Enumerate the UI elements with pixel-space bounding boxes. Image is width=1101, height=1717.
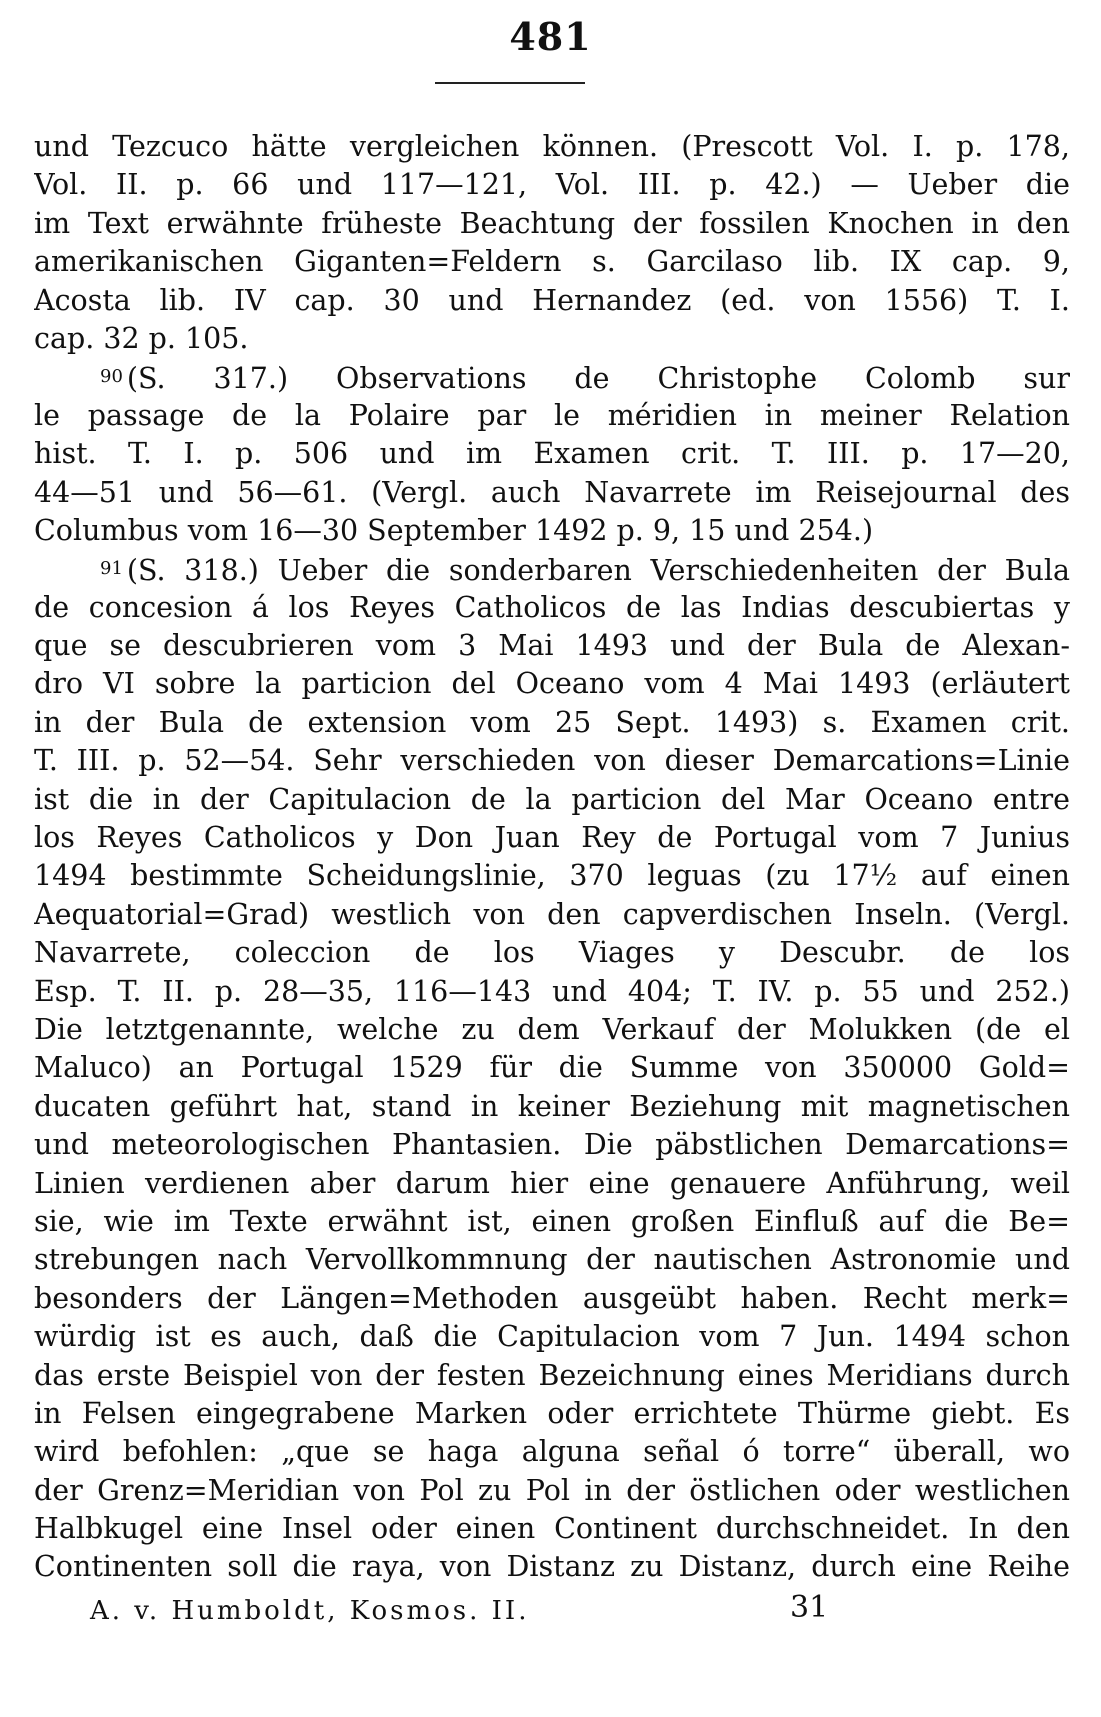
text-line: im Text erwähnte früheste Beachtung der fossilen Knochen in den bbox=[34, 206, 1070, 240]
text-line: Linien verdienen aber darum hier eine genauere Anführung, weil bbox=[34, 1166, 1070, 1200]
signature-mark: A. v. Humboldt, Kosmos. II. bbox=[90, 1596, 530, 1626]
text-line: der Grenz=Meridian von Pol zu Pol in der östlichen oder westlichen bbox=[34, 1473, 1070, 1507]
text-line: de concesion á los Reyes Catholicos de las Indias descubiertas y bbox=[34, 590, 1070, 624]
text-line: würdig ist es auch, daß die Capitulacion vom 7 Jun. 1494 schon bbox=[34, 1320, 1070, 1354]
text-line: das erste Beispiel von der festen Bezeichnung eines Meridians durch bbox=[34, 1358, 1070, 1392]
text-line: los Reyes Catholicos y Don Juan Rey de Portugal vom 7 Junius bbox=[34, 821, 1070, 855]
page-number: 481 bbox=[509, 14, 592, 59]
text-line: strebungen nach Vervollkommnung der nautischen Astronomie und bbox=[34, 1243, 1070, 1277]
text-line: 44—51 und 56—61. (Vergl. auch Navarrete im Reisejournal des bbox=[34, 475, 1070, 509]
text-line: dro VI sobre la particion del Oceano vom 4 Mai 1493 (erläutert bbox=[34, 667, 1070, 701]
text-line: wird befohlen: „que se haga alguna señal ó torre“ überall, wo bbox=[34, 1435, 1070, 1469]
text-line: Halbkugel eine Insel oder einen Continent durchschneidet. In den bbox=[34, 1512, 1070, 1546]
text-line: Continenten soll die raya, von Distanz zu Distanz, durch eine Reihe bbox=[34, 1550, 1070, 1584]
text-line: in Felsen eingegrabene Marken oder errichtete Thürme giebt. Es bbox=[34, 1396, 1070, 1430]
text-line: Vol. II. p. 66 und 117—121, Vol. III. p. 42.) — Ueber die bbox=[34, 168, 1070, 202]
text-line: que se descubrieren vom 3 Mai 1493 und der Bula de Alexan- bbox=[34, 629, 1070, 663]
text-line: ist die in der Capitulacion de la particion del Mar Oceano entre bbox=[34, 782, 1070, 816]
text-line: T. III. p. 52—54. Sehr verschieden von dieser Demarcations=Linie bbox=[34, 744, 1070, 778]
text-line: Die letztgenannte, welche zu dem Verkauf der Molukken (de el bbox=[34, 1012, 1070, 1046]
text-line: (S. 317.) Observations de Christophe Colomb sur bbox=[126, 362, 1070, 396]
sheet-number: 31 bbox=[790, 1590, 829, 1625]
text-line: hist. T. I. p. 506 und im Examen crit. T. III. p. 17—20, bbox=[34, 437, 1070, 471]
text-line: und meteorologischen Phantasien. Die päbstlichen Demarcations= bbox=[34, 1128, 1070, 1162]
text-line: 1494 bestimmte Scheidungslinie, 370 leguas (zu 17½ auf einen bbox=[34, 859, 1070, 893]
footnote-90-first-line bbox=[34, 358, 1070, 396]
footnote-text bbox=[34, 128, 1070, 1587]
text-line: le passage de la Polaire par le méridien in meiner Relation bbox=[34, 398, 1070, 432]
text-line: sie, wie im Texte erwähnt ist, einen großen Einfluß auf die Be= bbox=[34, 1204, 1070, 1238]
header-rule bbox=[435, 82, 585, 84]
text-line: in der Bula de extension vom 25 Sept. 1493) s. Examen crit. bbox=[34, 705, 1070, 739]
footnote-number: 91 bbox=[100, 558, 123, 580]
text-line: Maluco) an Portugal 1529 für die Summe von 350000 Gold= bbox=[34, 1051, 1070, 1085]
text-line: Aequatorial=Grad) westlich von den capverdischen Inseln. (Vergl. bbox=[34, 897, 1070, 931]
footnote-91-first-line bbox=[34, 550, 1070, 588]
text-line: amerikanischen Giganten=Feldern s. Garcilaso lib. IX cap. 9, bbox=[34, 245, 1070, 279]
text-line: cap. 32 p. 105. bbox=[34, 321, 249, 355]
text-line: Acosta lib. IV cap. 30 und Hernandez (ed. von 1556) T. I. bbox=[34, 283, 1070, 317]
text-line: (S. 318.) Ueber die sonderbaren Verschiedenheiten der Bula bbox=[126, 554, 1070, 588]
text-line: ducaten geführt hat, stand in keiner Beziehung mit magnetischen bbox=[34, 1089, 1070, 1123]
text-line: Esp. T. II. p. 28—35, 116—143 und 404; T. IV. p. 55 und 252.) bbox=[34, 974, 1070, 1008]
footnote-number: 90 bbox=[100, 366, 123, 388]
text-line: Columbus vom 16—30 September 1492 p. 9, 15 und 254.) bbox=[34, 513, 874, 547]
text-line: Navarrete, coleccion de los Viages y Descubr. de los bbox=[34, 936, 1070, 970]
text-line: und Tezcuco hätte vergleichen können. (Prescott Vol. I. p. 178, bbox=[34, 130, 1070, 163]
text-line: besonders der Längen=Methoden ausgeübt haben. Recht merk= bbox=[34, 1281, 1070, 1315]
